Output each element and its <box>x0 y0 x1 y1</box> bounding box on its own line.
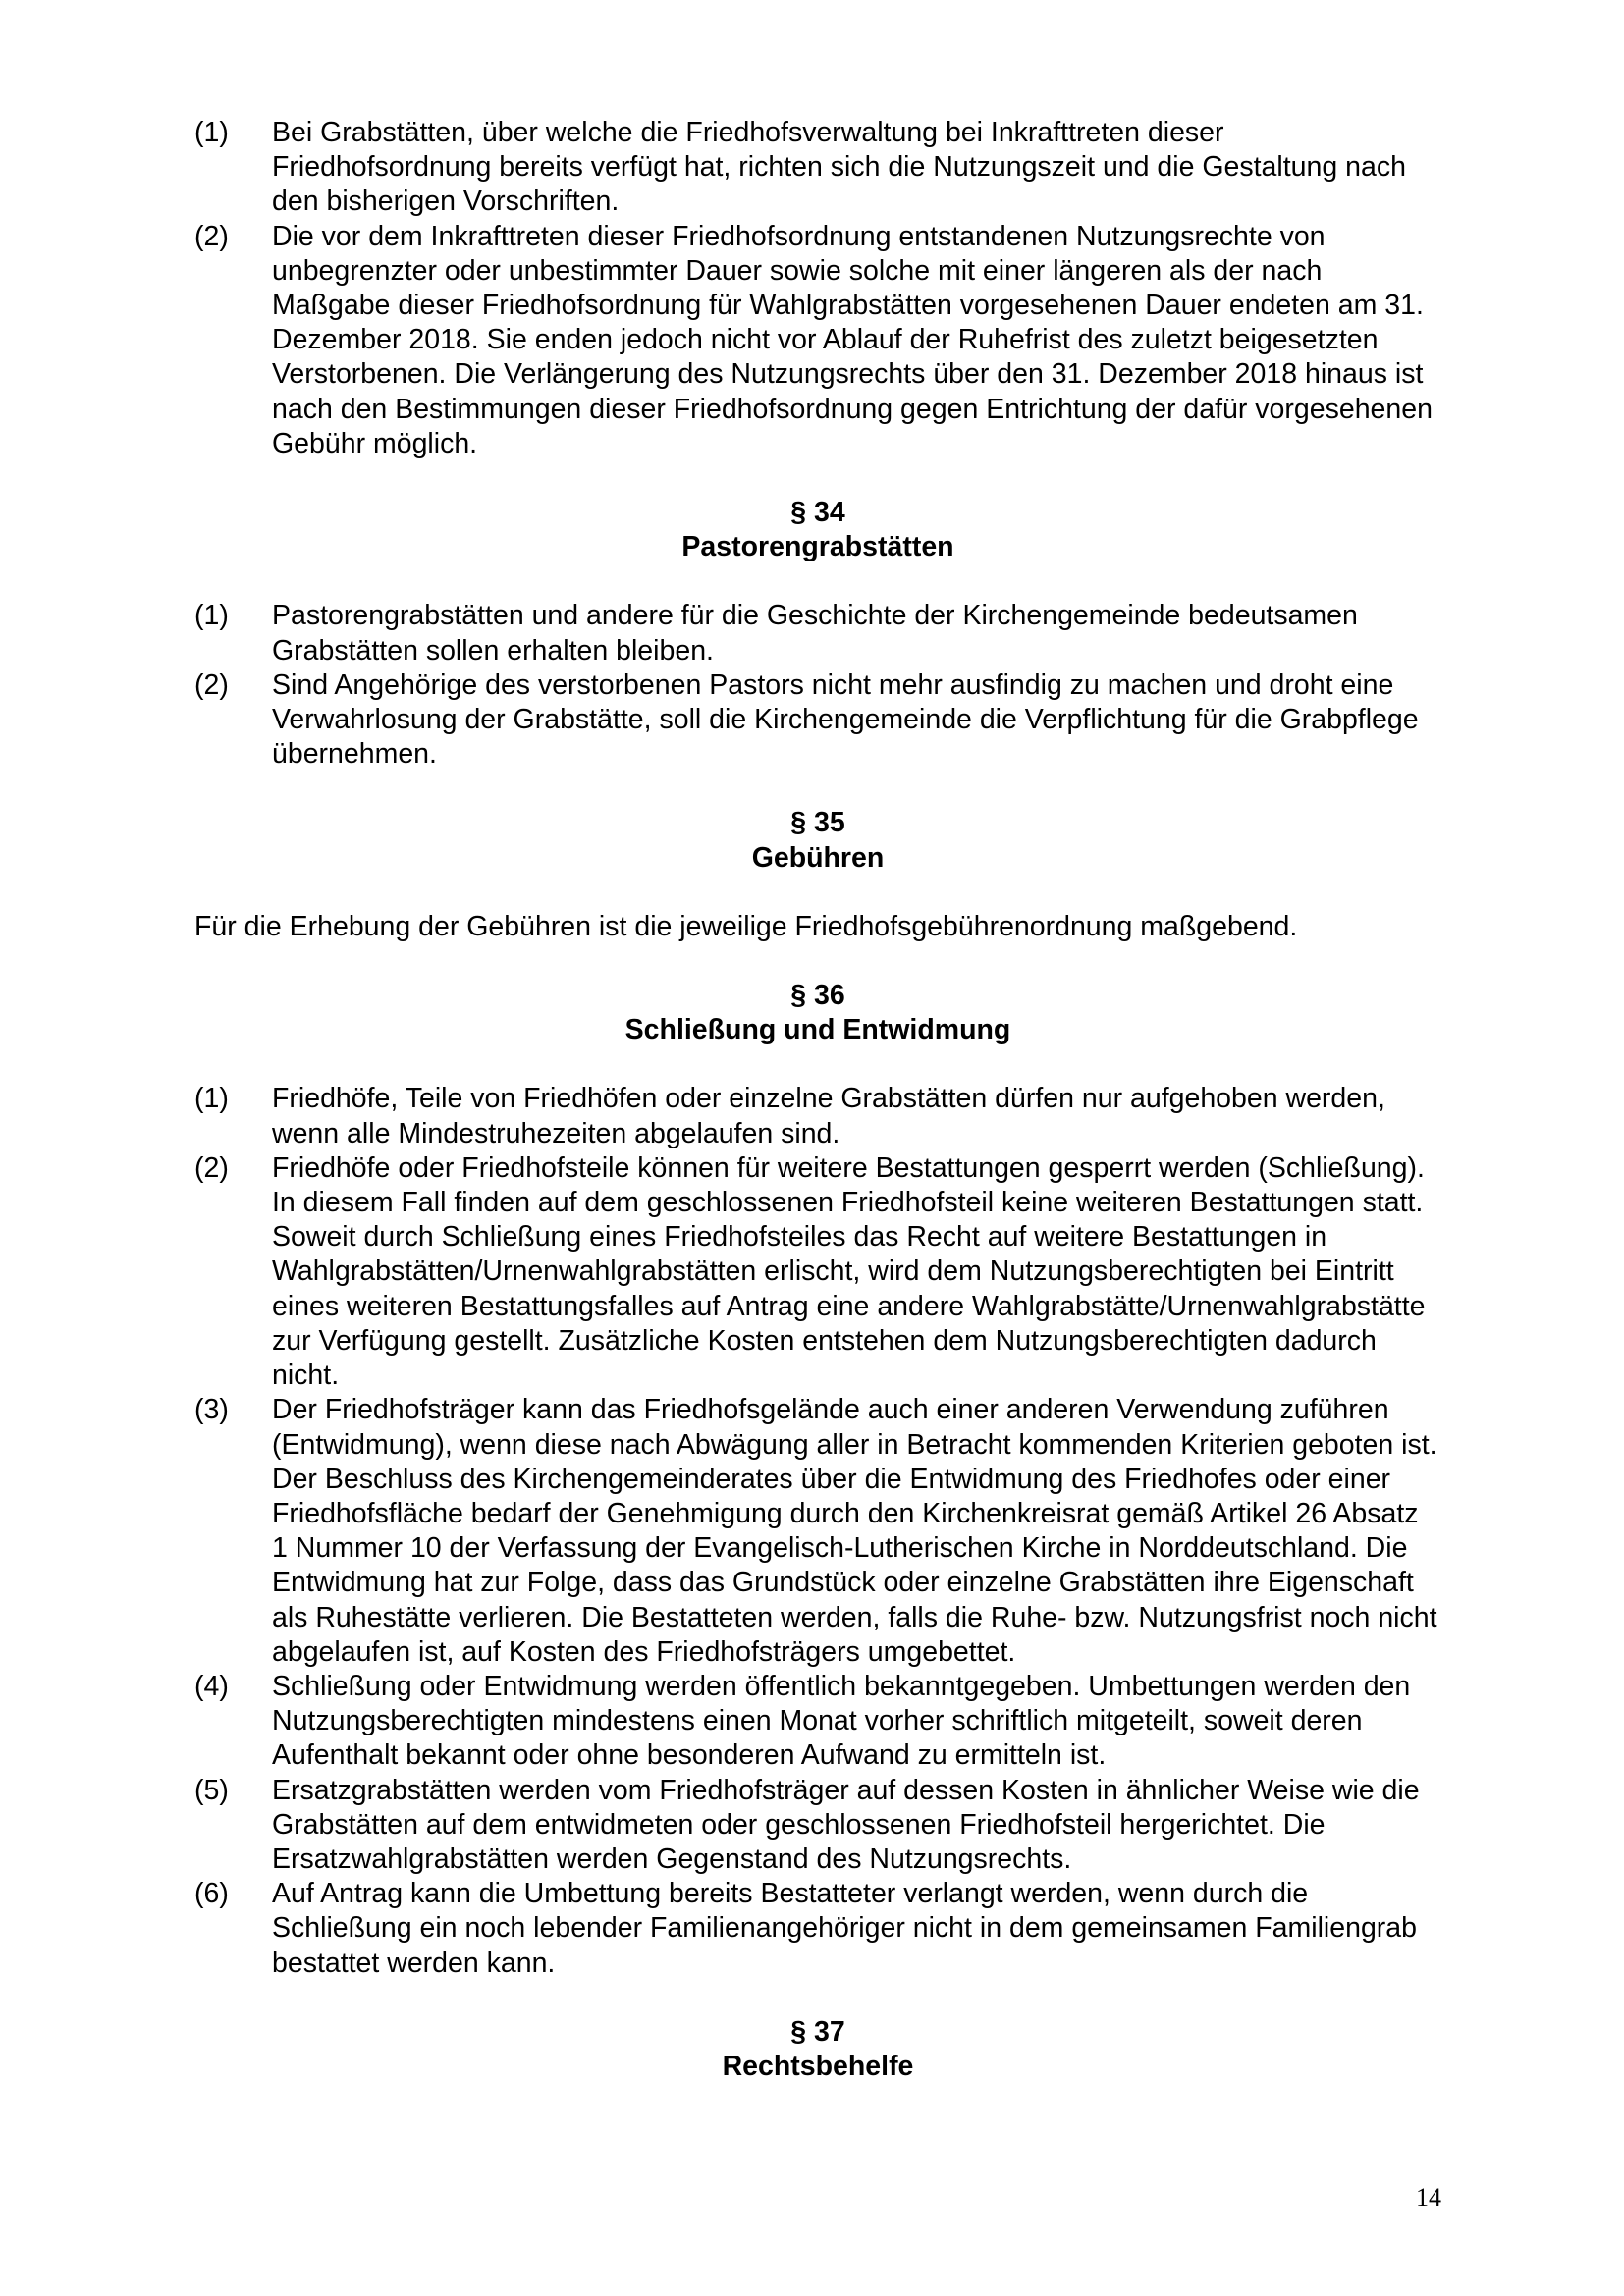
section-number: § 35 <box>790 807 845 839</box>
section-35-paragraph: Für die Erhebung der Gebühren ist die jeweilige Friedhofsgebührenordnung maßgebend. <box>194 910 1298 942</box>
item-text: Auf Antrag kann die Umbettung bereits Bestatteter verlangt werden, wenn durch die Schließung ein noch lebender Familienangehöriger nicht in dem gemeinsamen Familiengrab bestattet werden kann. <box>272 1878 1417 1979</box>
section-heading-37 <box>194 2015 1441 2084</box>
item-number: (6) <box>194 1878 229 1910</box>
item-text: Schließung oder Entwidmung werden öffentlich bekanntgegeben. Umbettungen werden den Nutzungsberechtigten mindestens einen Monat vorher schriftlich mitgeteilt, soweit deren Aufenthalt bekannt oder ohne besonderen Aufwand zu ermitteln ist. <box>272 1670 1411 1772</box>
item-number: (2) <box>194 668 229 701</box>
list-item <box>194 1082 1441 1150</box>
section-heading-34 <box>194 496 1441 564</box>
item-number: (4) <box>194 1670 229 1702</box>
list-item <box>194 1393 1441 1670</box>
list-item <box>194 1774 1441 1878</box>
section-33-list <box>194 116 1441 461</box>
section-title: Rechtsbehelfe <box>722 2050 914 2082</box>
section-title: Schließung und Entwidmung <box>624 1014 1011 1046</box>
section-title: Gebühren <box>751 841 885 874</box>
list-item <box>194 668 1441 773</box>
item-number: (2) <box>194 220 229 252</box>
section-title: Pastorengrabstätten <box>681 531 954 563</box>
item-text: Ersatzgrabstätten werden vom Friedhofsträger auf dessen Kosten in ähnlicher Weise wie die Grabstätten auf dem entwidmeten oder geschlossenen Friedhofsteil hergerichtet. Die Ersatzwahlgrabstätten werden Gegenstand des Nutzungsrechts. <box>272 1774 1420 1875</box>
item-number: (1) <box>194 1083 229 1115</box>
list-item <box>194 1151 1441 1393</box>
section-heading-35 <box>194 806 1441 875</box>
section-34-list <box>194 599 1441 772</box>
list-item <box>194 1877 1441 1981</box>
item-number: (3) <box>194 1394 229 1426</box>
page-content <box>194 116 1441 2118</box>
section-number: § 37 <box>790 2015 845 2048</box>
section-number: § 34 <box>790 497 845 529</box>
item-text: Der Friedhofsträger kann das Friedhofsgelände auch einer anderen Verwendung zuführen (Entwidmung), wenn diese nach Abwägung aller in Betracht kommenden Kriterien geboten ist. Der Beschluss des Kirchengemeinderates über die Entwidmung des Friedhofes oder einer Friedhofsfläche bedarf der Genehmigung durch den Kirchenkreisrat gemäß Artikel 26 Absatz 1 Nummer 10 der Verfassung der Evangelisch-Lutherischen Kirche in Norddeutschland. Die Entwidmung hat zur Folge, dass das Grundstück oder einzelne Grabstätten ihre Eigenschaft als Ruhestätte verlieren. Die Bestatteten werden, falls die Ruhe- bzw. Nutzungsfrist noch nicht abgelaufen ist, auf Kosten des Friedhofsträgers umgebettet. <box>272 1394 1437 1668</box>
section-number: § 36 <box>790 980 845 1012</box>
item-number: (1) <box>194 600 229 632</box>
item-text: Friedhöfe oder Friedhofsteile können für weitere Bestattungen gesperrt werden (Schließung). In diesem Fall finden auf dem geschlossenen Friedhofsteil keine weiteren Bestattungen statt. Soweit durch Schließung eines Friedhofsteiles das Recht auf weitere Bestattungen in Wahlgrabstätten/Urnenwahlgrabstätten erlischt, wird dem Nutzungsberechtigten bei Eintritt eines weiteren Bestattungsfalles auf Antrag eine andere Wahlgrabstätte/Urnenwahlgrabstätte zur Verfügung gestellt. Zusätzliche Kosten entstehen dem Nutzungsberechtigten dadurch nicht. <box>272 1151 1426 1392</box>
section-36-list <box>194 1082 1441 1980</box>
item-text: Sind Angehörige des verstorbenen Pastors nicht mehr ausfindig zu machen und droht eine Verwahrlosung der Grabstätte, soll die Kirchengemeinde die Verpflichtung für die Grabpflege übernehmen. <box>272 668 1419 771</box>
list-item <box>194 599 1441 667</box>
list-item <box>194 116 1441 220</box>
item-number: (1) <box>194 117 229 148</box>
list-item <box>194 220 1441 461</box>
item-text: Pastorengrabstätten und andere für die Geschichte der Kirchengemeinde bedeutsamen Grabstätten sollen erhalten bleiben. <box>272 600 1358 667</box>
item-text: Die vor dem Inkrafttreten dieser Friedhofsordnung entstandenen Nutzungsrechte von unbegrenzter oder unbestimmter Dauer sowie solche mit einer längeren als der nach Maßgabe dieser Friedhofsordnung für Wahlgrabstätten vorgesehenen Dauer endeten am 31. Dezember 2018. Sie enden jedoch nicht vor Ablauf der Ruhefrist des zuletzt beigesetzten Verstorbenen. Die Verlängerung des Nutzungsrechts über den 31. Dezember 2018 hinaus ist nach den Bestimmungen dieser Friedhofsordnung gegen Entrichtung der dafür vorgesehenen Gebühr möglich. <box>272 220 1433 459</box>
item-number: (2) <box>194 1151 229 1184</box>
item-text: Friedhöfe, Teile von Friedhöfen oder einzelne Grabstätten dürfen nur aufgehoben werden, wenn alle Mindestruhezeiten abgelaufen sind. <box>272 1083 1385 1149</box>
list-item <box>194 1670 1441 1774</box>
section-heading-36 <box>194 979 1441 1047</box>
item-number: (5) <box>194 1774 229 1806</box>
item-text: Bei Grabstätten, über welche die Friedhofsverwaltung bei Inkrafttreten dieser Friedhofsordnung bereits verfügt hat, richten sich die Nutzungszeit und die Gestaltung nach den bisherigen Vorschriften. <box>272 117 1406 218</box>
page-number: 14 <box>1416 2183 1441 2212</box>
